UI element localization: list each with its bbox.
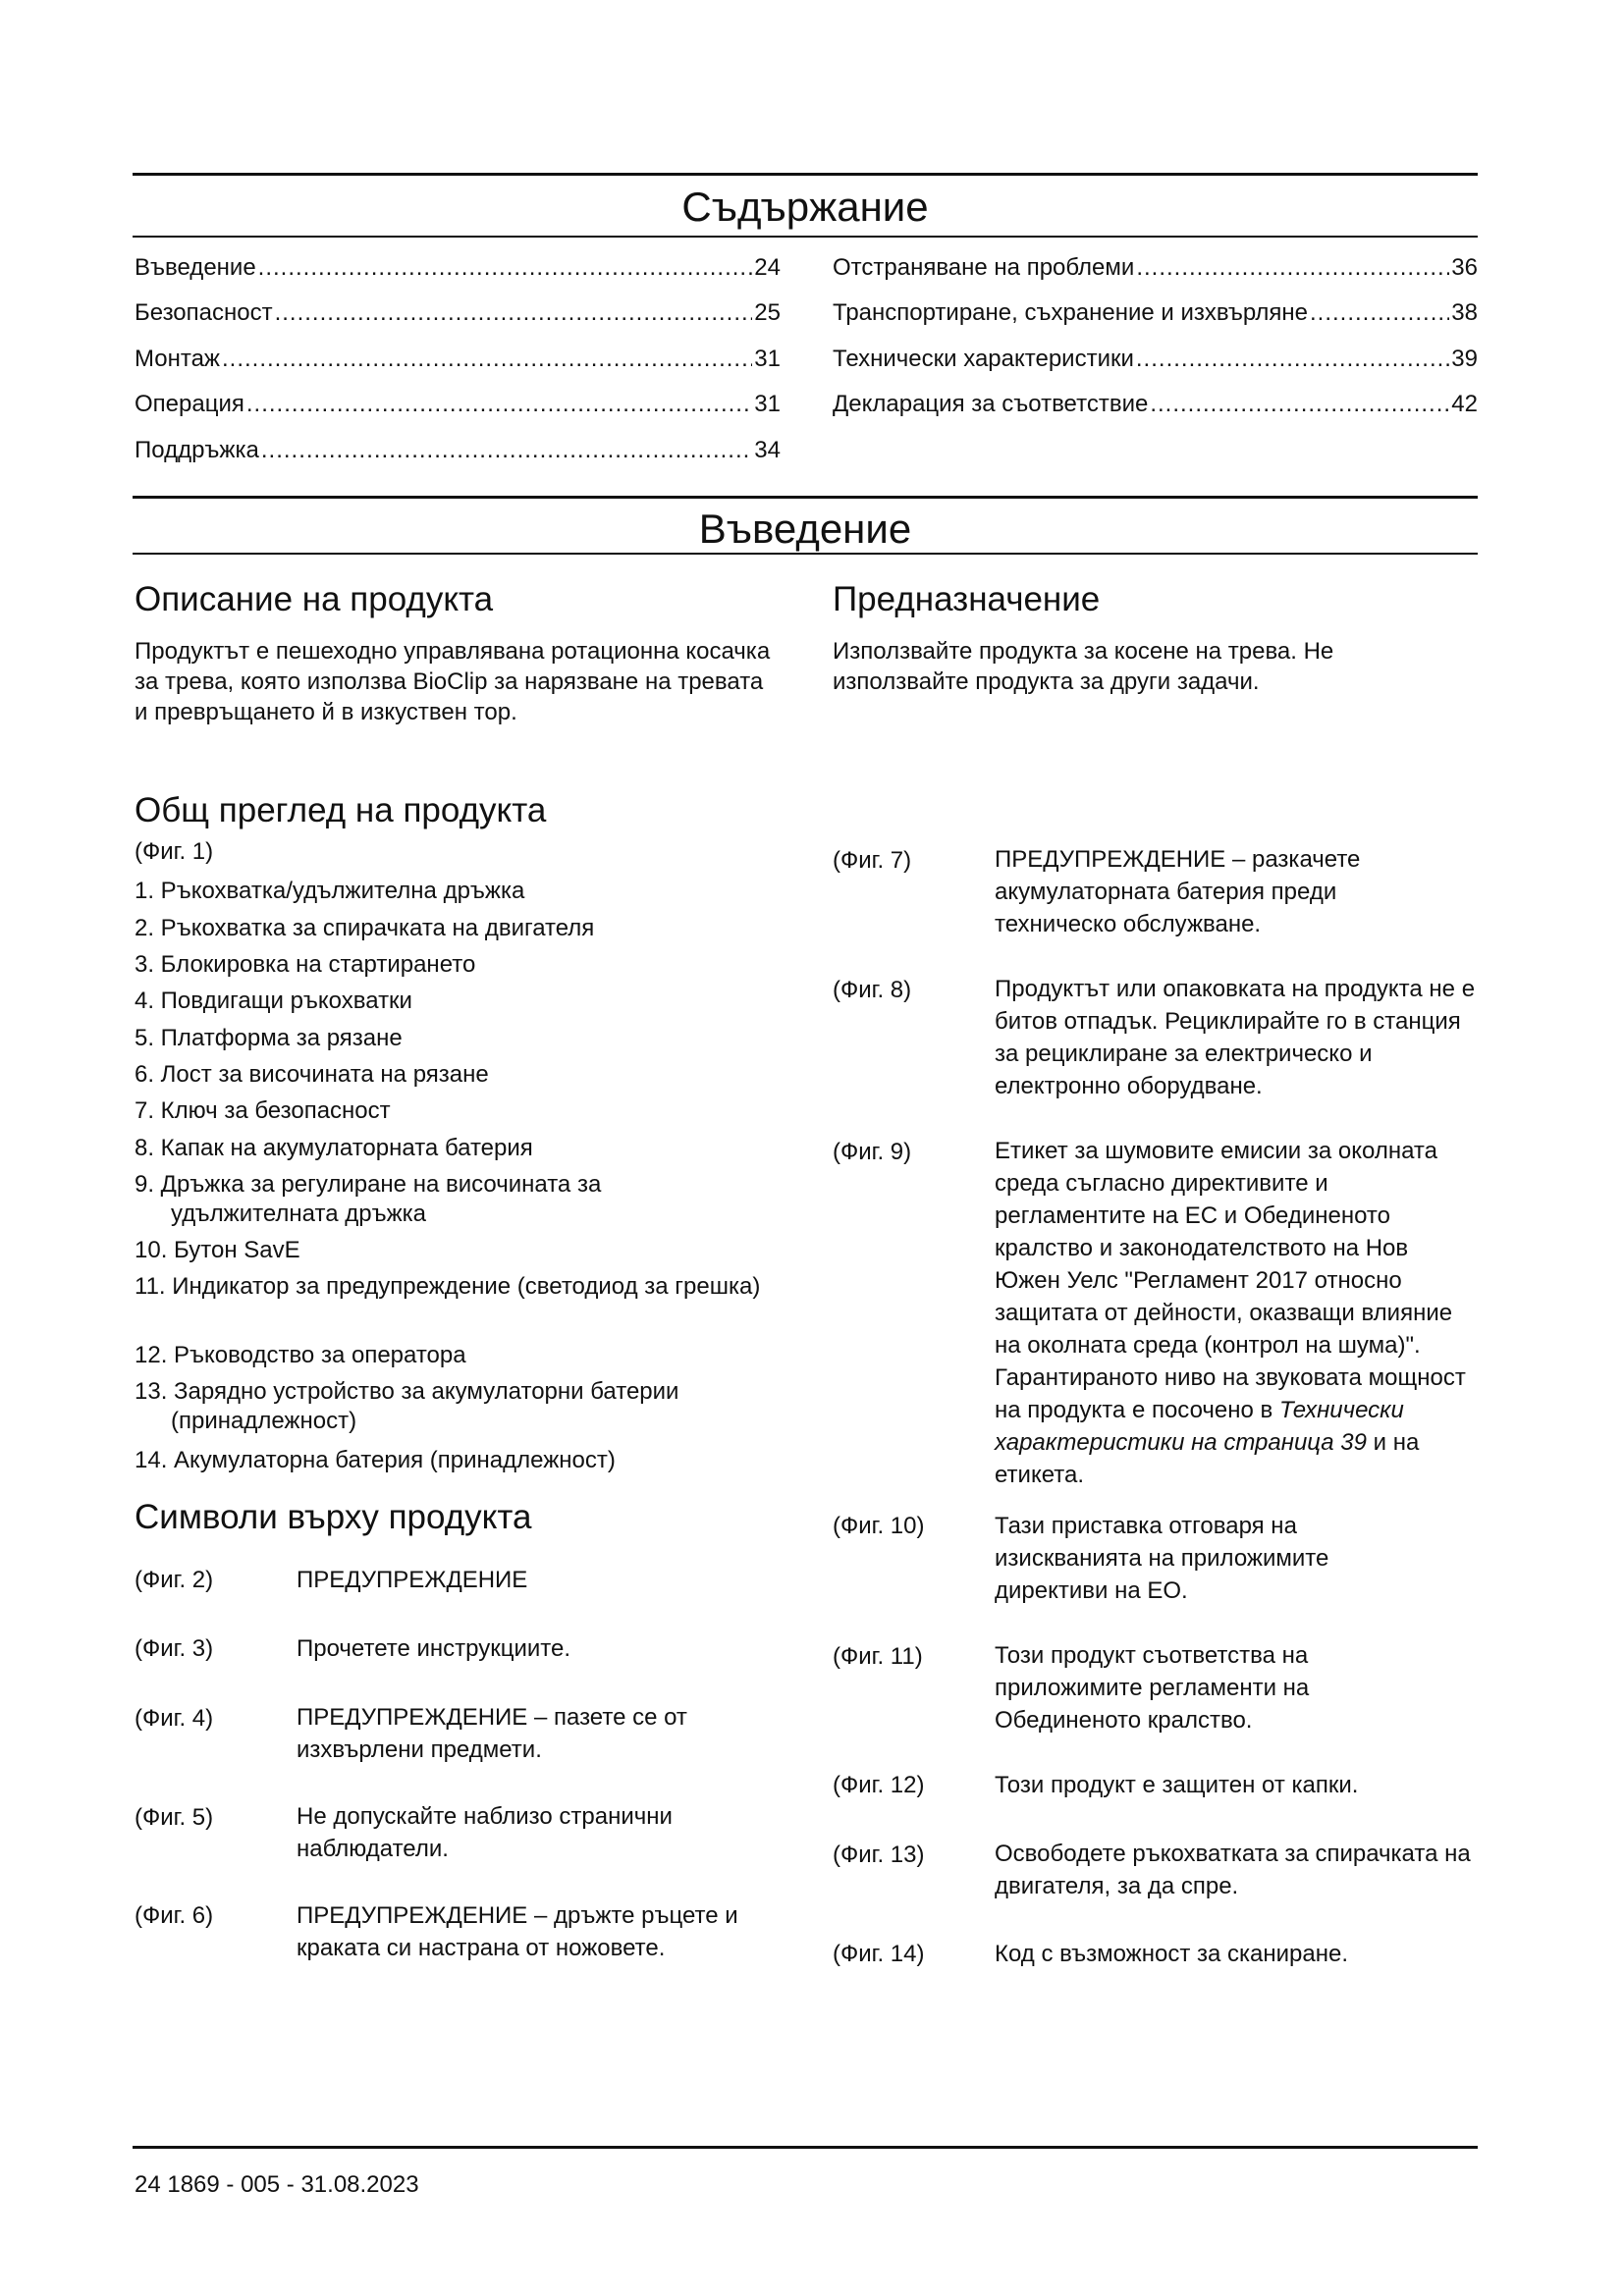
list-item: 13. Зарядно устройство за акумулаторни батерии (принадлежност) (135, 1378, 679, 1434)
symbol-fig-ref: (Фиг. 13) (833, 1842, 925, 1868)
symbol-description-suffix: и на етикета. (995, 1429, 1420, 1488)
symbol-description: Този продукт е защитен от капки. (995, 1772, 1359, 1798)
toc-leader (258, 253, 753, 283)
list-item: 10. Бутон SavE (135, 1237, 300, 1263)
list-item: 7. Ключ за безопасност (135, 1097, 391, 1124)
symbol-description: Не допускайте наблизо странични наблюдатели. (297, 1803, 673, 1862)
toc-item-label: Отстраняване на проблеми (833, 254, 1135, 281)
list-item: 4. Повдигащи ръкохватки (135, 988, 412, 1014)
overview-fig-ref: (Фиг. 1) (135, 838, 214, 865)
toc-item-safety[interactable] (135, 298, 781, 328)
list-item: 3. Блокировка на стартирането (135, 951, 476, 978)
symbol-fig-ref: (Фиг. 7) (833, 847, 912, 874)
list-item: 8. Капак на акумулаторната батерия (135, 1135, 533, 1161)
toc-item-operation[interactable] (135, 390, 781, 419)
toc-item-label: Транспортиране, съхранение и изхвърляне (833, 299, 1308, 326)
toc-item-declaration[interactable] (833, 390, 1478, 419)
symbol-fig-ref: (Фиг. 9) (833, 1139, 912, 1165)
toc-item-page: 36 (1451, 254, 1478, 281)
technical-data-link[interactable]: Технически характеристики на страница 39 (995, 1397, 1404, 1456)
toc-item-page: 25 (754, 299, 781, 326)
toc-title-rule (133, 236, 1478, 238)
toc-leader (275, 298, 753, 328)
list-item: 9. Дръжка за регулиране на височината за удължителната дръжка (135, 1171, 602, 1227)
toc-item-transport[interactable] (833, 298, 1478, 328)
toc-item-label: Декларация за съответствие (833, 391, 1149, 417)
symbol-description: ПРЕДУПРЕЖДЕНИЕ (297, 1567, 528, 1593)
symbol-fig-ref: (Фиг. 4) (135, 1705, 214, 1732)
symbol-description: ПРЕДУПРЕЖДЕНИЕ – дръжте ръцете и краката си настрана от ножовете. (297, 1902, 738, 1961)
list-item: 1. Ръкохватка/удължителна дръжка (135, 878, 525, 904)
symbol-description: ПРЕДУПРЕЖДЕНИЕ – разкачете акумулаторната батерия преди техническо обслужване. (995, 846, 1361, 937)
symbol-fig-ref: (Фиг. 8) (833, 977, 912, 1003)
symbol-fig-ref: (Фиг. 14) (833, 1941, 925, 1967)
toc-item-page: 31 (754, 346, 781, 372)
toc-item-maintenance[interactable] (135, 436, 781, 465)
symbol-description: Тази приставка отговаря на изискванията на приложимите директиви на ЕО. (995, 1513, 1329, 1604)
symbol-fig-ref: (Фиг. 10) (833, 1513, 925, 1539)
symbols-heading: Символи върху продукта (135, 1498, 532, 1536)
list-item: 14. Акумулаторна батерия (принадлежност) (135, 1447, 616, 1473)
toc-leader (1150, 390, 1449, 419)
toc-item-page: 38 (1451, 299, 1478, 326)
intended-use-text: Използвайте продукта за косене на трева. Не използвайте продукта за други задачи. (833, 638, 1334, 695)
symbol-fig-ref: (Фиг. 11) (833, 1643, 923, 1670)
toc-item-page: 31 (754, 391, 781, 417)
product-overview-heading: Общ преглед на продукта (135, 791, 547, 829)
toc-item-label: Операция (135, 391, 244, 417)
toc-item-assembly[interactable] (135, 345, 781, 374)
toc-item-technical-data[interactable] (833, 345, 1478, 374)
list-item: 11. Индикатор за предупреждение (светодиод за грешка) (135, 1273, 761, 1300)
toc-item-page: 24 (754, 254, 781, 281)
toc-leader (246, 390, 752, 419)
toc-top-rule (133, 173, 1478, 176)
list-item: 6. Лост за височината на рязане (135, 1061, 489, 1088)
toc-leader (1136, 253, 1449, 283)
toc-item-label: Технически характеристики (833, 346, 1134, 372)
toc-item-troubleshooting[interactable] (833, 253, 1478, 283)
list-item: 2. Ръкохватка за спирачката на двигателя (135, 915, 595, 941)
toc-item-page: 34 (754, 437, 781, 463)
toc-leader (261, 436, 752, 465)
footer-page-info: 24 1869 - 005 - 31.08.2023 (135, 2171, 419, 2198)
symbol-description: Този продукт съответства на приложимите регламенти на Обединеното кралство. (995, 1642, 1310, 1734)
product-description-text: Продуктът е пешеходно управлявана ротационна косачка за трева, която използва BioClip за нарязване на тревата и превръщането й в изкуствен тор. (135, 638, 771, 725)
toc-item-label: Безопасност (135, 299, 273, 326)
toc-leader (222, 345, 752, 374)
intro-top-rule (133, 496, 1478, 499)
symbol-description: Прочетете инструкциите. (297, 1635, 571, 1662)
toc-item-page: 42 (1451, 391, 1478, 417)
footer-rule (133, 2146, 1478, 2149)
symbol-description: Код с възможност за сканиране. (995, 1941, 1349, 1967)
symbol-fig-ref: (Фиг. 2) (135, 1567, 214, 1593)
symbol-description-text: Етикет за шумовите емисии за околната среда съгласно директивите и регламентите на ЕС и Обединеното кралство и законодателството на Нов Южен Уелс "Регламент 2017 относно защитата от дейности, оказващи влияние на околната среда (контрол на шума)". Гарантираното ниво на звуковата мощност на продукта е посочено в (995, 1138, 1466, 1423)
symbol-description: Освободете ръкохватката за спирачката на двигателя, за да спре. (995, 1841, 1471, 1899)
intro-title: Въведение (698, 506, 912, 552)
symbol-fig-ref: (Фиг. 12) (833, 1772, 925, 1798)
list-item: 5. Платформа за рязане (135, 1025, 403, 1051)
toc-item-introduction[interactable] (135, 253, 781, 283)
symbol-fig-ref: (Фиг. 6) (135, 1902, 214, 1929)
toc-item-label: Монтаж (135, 346, 220, 372)
symbol-fig-ref: (Фиг. 5) (135, 1804, 214, 1831)
toc-item-label: Поддръжка (135, 437, 259, 463)
product-description-heading: Описание на продукта (135, 580, 494, 618)
list-item: 12. Ръководство за оператора (135, 1342, 466, 1368)
toc-leader (1136, 345, 1449, 374)
intended-use-heading: Предназначение (833, 580, 1101, 618)
intro-title-rule (133, 553, 1478, 555)
symbol-description (995, 1135, 1476, 1491)
toc-item-page: 39 (1451, 346, 1478, 372)
toc-item-label: Въведение (135, 254, 256, 281)
symbol-description: Продуктът или опаковката на продукта не е битов отпадък. Рециклирайте го в станция за рециклиране за електрическо и електронно оборудване. (995, 976, 1476, 1099)
toc-leader (1310, 298, 1449, 328)
symbol-description: ПРЕДУПРЕЖДЕНИЕ – пазете се от изхвърлени предмети. (297, 1704, 687, 1763)
toc-title: Съдържание (681, 184, 929, 230)
symbol-fig-ref: (Фиг. 3) (135, 1635, 214, 1662)
